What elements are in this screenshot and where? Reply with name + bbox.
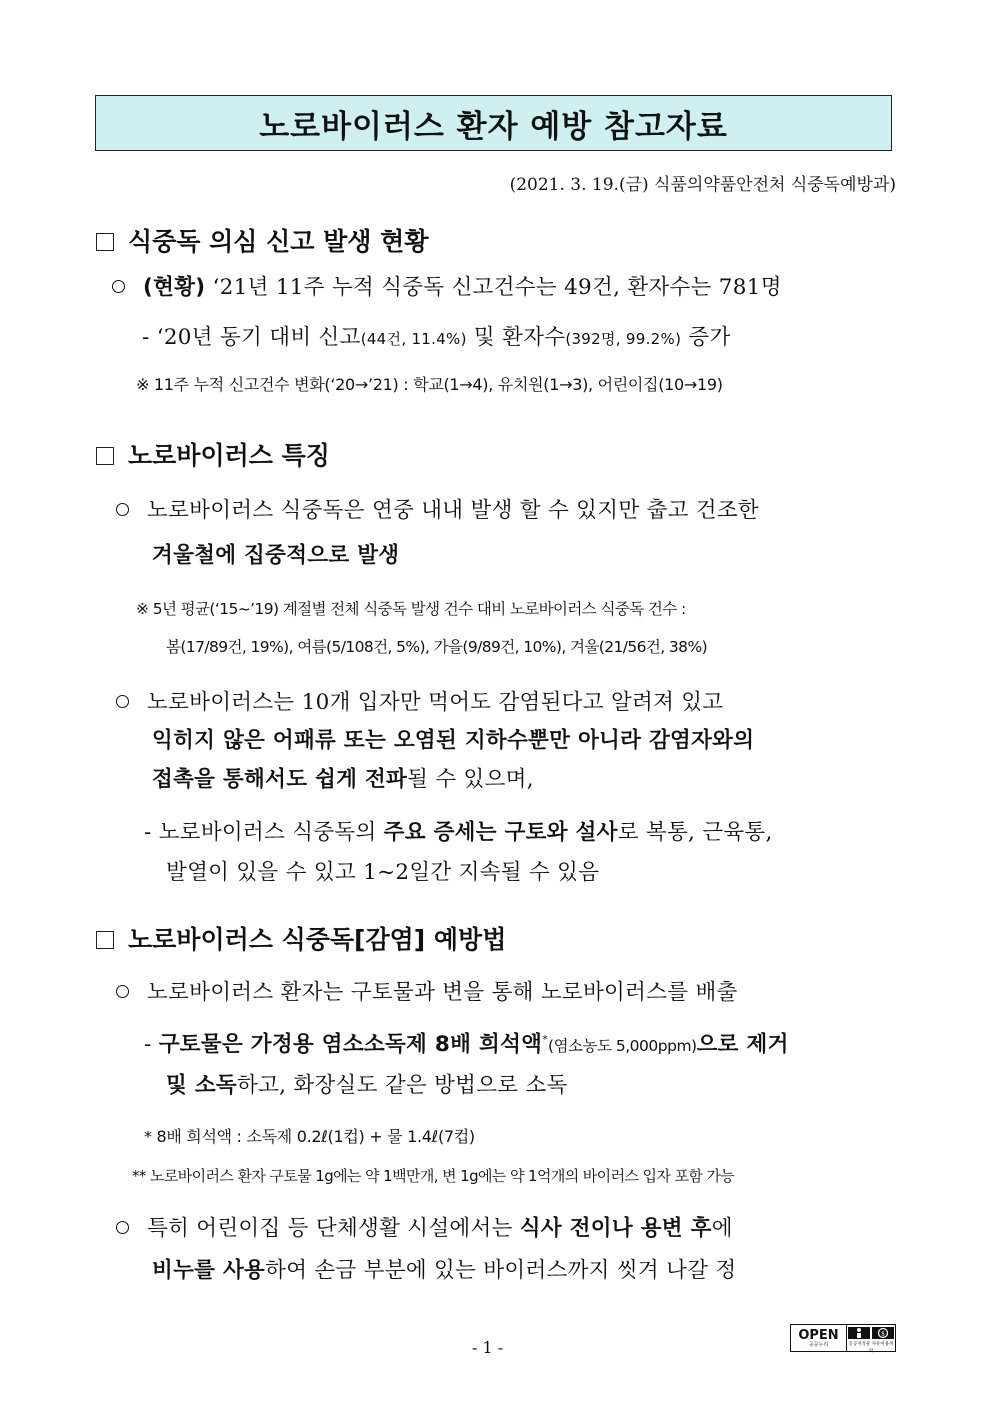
section3-p2-line2-rest: 하여 손금 부분에 있는 바이러스까지 씻겨 나갈 정: [265, 1258, 737, 1283]
section3-dash-line1: [144, 1027, 789, 1058]
section2-p1-line2: [152, 538, 399, 569]
section3-note2: ** 노로바이러스 환자 구토물 1g에는 약 1백만개, 변 1g에는 약 1억개의 바이러스 입자 포함 가능: [132, 1167, 735, 1185]
section3-heading-text: 노로바이러스 식중독[감염] 예방법: [128, 925, 507, 954]
attribution-person-icon: [848, 1327, 870, 1339]
section3-dash-line2: [166, 1068, 568, 1099]
title-box: [95, 95, 892, 151]
section2-dash-line1: [144, 815, 773, 846]
section3-dash-d: 으로 제거: [696, 1032, 789, 1057]
section3-p2-c: 에: [711, 1216, 733, 1241]
section3-p2-line2-bold: 비누를 사용: [152, 1258, 266, 1283]
dash1-part-e: 증가: [681, 325, 731, 350]
section3-p1: [116, 975, 738, 1006]
circle-bullet-icon: [116, 503, 129, 516]
section1-heading-text: 식중독 의심 신고 발생 현황: [128, 227, 429, 256]
section3-p2-line2: [152, 1253, 736, 1284]
open-logo-right: [846, 1325, 895, 1354]
section1-dash-item: [142, 320, 731, 351]
dash1-part-c: 및 환자수: [466, 325, 566, 350]
noncommercial-icon: [872, 1327, 894, 1339]
section2-p2-line1-text: 노로바이러스는 10개 입자만 먹어도 감염된다고 알려져 있고: [147, 690, 724, 715]
section2-dash-b: 주요 증세는 구토와 설사: [383, 820, 618, 845]
circle-bullet-icon: [116, 1221, 129, 1234]
section3-note1: * 8배 희석액 : 소독제 0.2ℓ(1컵) + 물 1.4ℓ(7컵): [144, 1127, 475, 1146]
circle-bullet-icon: [112, 280, 125, 293]
open-license-logo: [790, 1324, 896, 1352]
section2-note-line1: ※ 5년 평균(‘15~’19) 계절별 전체 식중독 발생 건수 대비 노로바이러스 식중독 건수 :: [136, 600, 686, 618]
date-line: (2021. 3. 19.(금) 식품의약품안전처 식중독예방과): [509, 175, 896, 195]
checkbox-square-icon: [96, 931, 114, 949]
section3-p2-line1: [116, 1211, 733, 1242]
section2-heading-text: 노로바이러스 특징: [128, 441, 330, 470]
section2-p2-line2: [152, 723, 754, 754]
section2-dash-c: 로 복통, 근육통,: [617, 820, 773, 845]
open-caption: 공공저작물 자유이용허락: [848, 1342, 894, 1354]
circle-bullet-icon: [116, 695, 129, 708]
section2-p2-line3-rest: 될 수 있으며,: [407, 767, 534, 792]
page-number: - 1 -: [472, 1338, 504, 1357]
section2-p2-line3-bold: 접촉을 통해서도 쉽게 전파: [152, 767, 408, 792]
section2-p2-line1: [116, 685, 723, 716]
section2-p1-line2-text: 겨울철에 집중적으로 발생: [152, 543, 400, 568]
license-icons: [847, 1325, 895, 1341]
svg-text:$: $: [881, 1330, 885, 1338]
section2-p2-line2-text: 익히지 않은 어패류 또는 오염된 지하수뿐만 아니라 감염자와의: [152, 728, 755, 753]
section1-p1-bold: (현황): [143, 275, 206, 300]
section2-dash-a: - 노로바이러스 식중독의: [144, 820, 384, 845]
section3-dash-line2-bold: 및 소독: [166, 1073, 237, 1098]
section1-paragraph1: [112, 270, 782, 301]
section3-dash-line2-rest: 하고, 화장실도 같은 방법으로 소독: [237, 1073, 568, 1098]
circle-bullet-icon: [116, 985, 129, 998]
section2-dash-line2: 발열이 있을 수 있고 1~2일간 지속될 수 있음: [166, 860, 600, 885]
dash1-part-d: (392명, 99.2%): [565, 330, 682, 348]
section3-p2-b: 식사 전이나 용변 후: [519, 1216, 712, 1241]
section1-heading: [96, 222, 428, 258]
section3-dash-a: -: [144, 1032, 159, 1057]
page-title: 노로바이러스 환자 예방 참고자료: [259, 108, 728, 145]
open-word: OPEN: [798, 1327, 839, 1343]
section2-p1-line1-text: 노로바이러스 식중독은 연중 내내 발생 할 수 있지만 춥고 건조한: [147, 498, 760, 523]
section3-dash-c: (염소농도 5,000ppm): [548, 1037, 697, 1055]
section3-p1-text: 노로바이러스 환자는 구토물과 변을 통해 노로바이러스를 배출: [147, 980, 738, 1005]
section3-heading: [96, 920, 506, 956]
open-logo-left: [791, 1325, 846, 1351]
section3-dash-b: 구토물은 가정용 염소소독제 8배 희석액: [158, 1032, 543, 1057]
open-sub: 공공누리: [808, 1341, 829, 1348]
section2-p1-line1: [116, 493, 759, 524]
section1-p1-rest: ‘21년 11주 누적 식중독 신고건수는 49건, 환자수는 781명: [205, 275, 782, 300]
checkbox-square-icon: [96, 233, 114, 251]
section3-p2-a: 특히 어린이집 등 단체생활 시설에서는: [147, 1216, 520, 1241]
section2-p2-line3: [152, 762, 534, 793]
section1-note: ※ 11주 누적 신고건수 변화(‘20→’21) : 학교(1→4), 유치원(1→3), 어린이집(10→19): [136, 375, 723, 394]
section2-heading: [96, 436, 330, 472]
section2-note-line2: 봄(17/89건, 19%), 여름(5/108건, 5%), 가을(9/89건, 10%), 겨울(21/56건, 38%): [166, 638, 708, 656]
checkbox-square-icon: [96, 447, 114, 465]
section3-dash-star: *: [542, 1032, 549, 1046]
dash1-part-b: (44건, 11.4%): [360, 330, 467, 348]
dash1-part-a: - ‘20년 동기 대비 신고: [142, 325, 361, 350]
